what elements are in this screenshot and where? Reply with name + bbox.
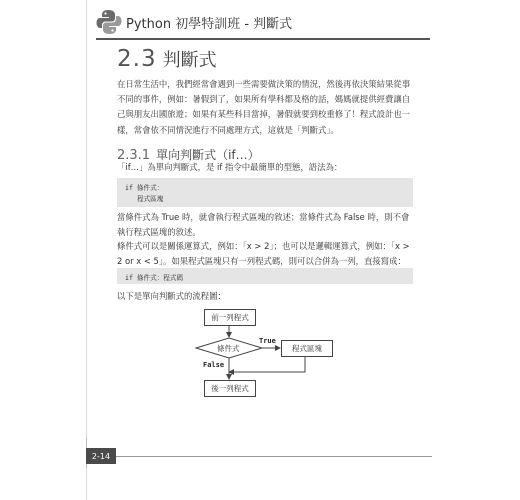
flowchart-condition-label: 條件式: [217, 344, 240, 353]
code-line: 程式區塊: [137, 195, 164, 203]
flowchart-next-line: 後一列程式: [204, 380, 256, 397]
page-number: 2-14: [86, 448, 116, 464]
intro-paragraph: 在日常生活中，我們經常會遇到一些需要做決策的情況，然後再依決策結果從事不同的事件，例如：暑假到了，如果所有學科都及格的話，媽媽就提供經費讓自己與朋友出國旅遊；如果有某些科目當掉，暑假就要到校重修了！程式設計也一樣，常會依不同情況進行不同處理方式，這就是「判斷式」。: [117, 79, 411, 135]
code-line: if 條件式：程式碼: [125, 274, 184, 282]
code-line: if 條件式：: [125, 184, 164, 192]
flowchart-prev-line: 前一列程式: [204, 309, 256, 326]
header-title: Python 初學特訓班 - 判斷式: [126, 17, 293, 32]
subsection-number: 2.3.1: [117, 148, 151, 163]
flowchart-intro: 以下是單向判斷式的流程圖：: [117, 291, 226, 301]
section-number: 2.3: [117, 46, 157, 72]
true-false-paragraph: 當條件式為 True 時，就會執行程式區塊的敘述；當條件式為 False 時，則不會執行程式區塊的敘述。: [117, 212, 410, 238]
section-title: 判斷式: [162, 50, 217, 71]
flowchart-false-label: False: [203, 361, 225, 369]
subsection-title: 單向判斷式（if…）: [156, 148, 260, 162]
footer-divider: [116, 456, 432, 457]
syntax-intro: 「if…」為單向判斷式，是 if 指令中最簡單的型態，語法為：: [117, 162, 343, 172]
condition-paragraph: 條件式可以是關係運算式，例如：「x > 2」；也可以是邏輯運算式，例如：「x > 2 or x < 5」。如果程式區塊只有一列程式碼，則可以合併為一列，直接寫成：: [117, 241, 410, 267]
flowchart-true-label: True: [259, 337, 276, 345]
flowchart-block: 程式區塊: [281, 340, 333, 357]
